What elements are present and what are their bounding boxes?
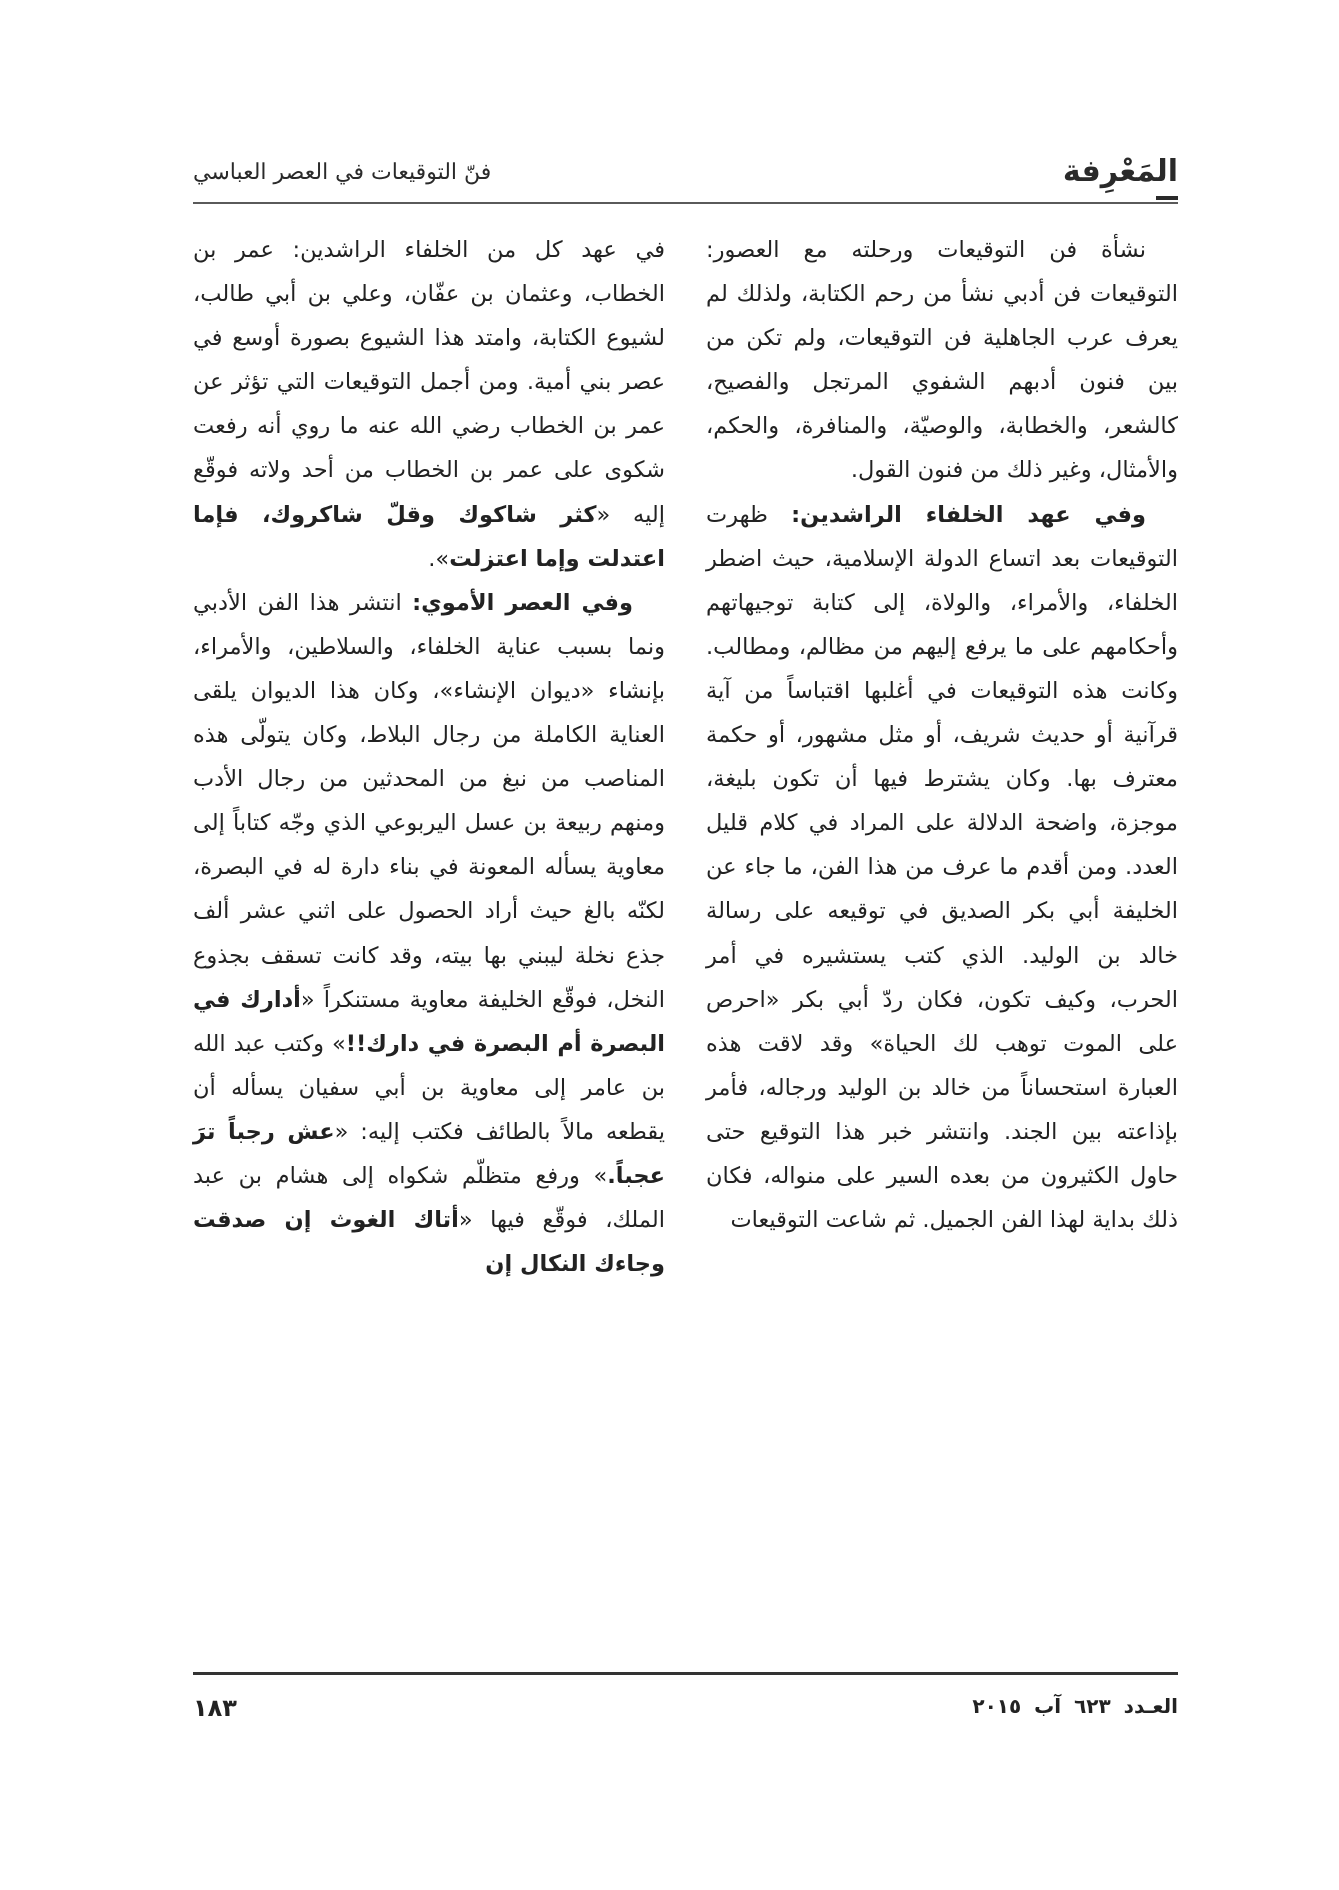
paragraph-text: ». [428,545,450,572]
magazine-logo: المَعْرِفة [1062,154,1178,189]
header-divider [193,202,1178,204]
left-column [193,228,665,1286]
right-column [706,228,1178,1242]
page-number: ١٨٣ [193,1694,237,1722]
quoted-tawqi: كثر شاكوك وقلّ شاكروك، فإما اعتدلت وإما اعتزلت [193,501,665,572]
footer-divider [193,1672,1178,1675]
issue-info: العـدد ٦٢٣ آب ٢٠١٥ [972,1694,1178,1718]
section-heading-umayyad: وفي العصر الأموي: [412,589,633,616]
paragraph-text: ظهرت التوقيعات بعد اتساع الدولة الإسلامية، حيث اضطر الخلفاء، والأمراء، والولاة، إلى كتابة توجيهاتهم وأحكامهم على ما يرفع إليهم من مظالم، ومطالب. وكانت هذه التوقيعات في أغلبها اقتباساً من آية قرآنية أو حديث شريف، أو مثل مشهور، أو حكمة معترف بها. وكان يشترط فيها أن تكون بليغة، موجزة، واضحة الدلالة على المراد في كلام قليل العدد. ومن أقدم ما عرف من هذا الفن، ما جاء عن الخليفة أبي بكر الصديق في توقيعه على رسالة خالد بن الوليد. الذي كتب يستشيره في أمر الحرب، وكيف تكون، فكان ردّ أبي بكر «احرص على الموت توهب لك الحياة» وقد لاقت هذه العبارة استحساناً من خالد بن الوليد ورجاله، فأمر بإذاعته بين الجند. وانتشر خبر هذا التوقيع حتى حاول الكثيرون من بعده السير على منواله، فكان ذلك بداية لهذا الفن الجميل. ثم شاعت التوقيعات [706,501,1178,1234]
paragraph-text: انتشر هذا الفن الأدبي ونما بسبب عناية الخلفاء، والسلاطين، والأمراء، بإنشاء «ديوان الإنشاء»، وكان هذا الديوان يلقى العناية الكاملة من رجال البلاط، وكان يتولّى هذه المناصب من نبغ من المحدثين من رجال الأدب ومنهم ربيعة بن عسل اليربوعي الذي وجّه كتاباً إلى معاوية يسأله المعونة في بناء دارة له في البصرة، لكنّه بالغ حيث أراد الحصول على اثني عشر ألف جذع نخلة ليبني بها بيته، وقد كانت تسقف بجذوع النخل، فوقّع الخليفة معاوية مستنكراً « [193,589,665,1013]
quoted-tawqi: أدارك في البصرة أم البصرة في دارك!! [193,986,665,1057]
page-header [193,150,1178,200]
paragraph-text: » ورفع متظلّم شكواه إلى هشام بن عبد الملك، فوقّع فيها « [193,1162,665,1234]
section-heading-rashidun: وفي عهد الخلفاء الراشدين: [791,501,1146,528]
paragraph-rashidun [706,493,1178,1243]
paragraph-umayyad [193,581,665,1287]
paragraph-text: » وكتب عبد الله بن عامر إلى معاوية بن أبي سفيان يسأله أن يقطعه مالاً بالطائف فكتب إليه: « [193,1030,665,1145]
quoted-tawqi: أتاك الغوث إن صدقت وجاءك النكال إن [193,1207,665,1278]
running-title: فنّ التوقيعات في العصر العباسي [193,160,492,185]
paragraph-origins [706,228,1178,493]
logo-underline [1156,196,1178,200]
paragraph-text: التوقيعات فن أدبي نشأ من رحم الكتابة، ولذلك لم يعرف عرب الجاهلية فن التوقيعات، ولم تكن من بين فنون أدبهم الشفوي المرتجل والفصيح، كالشعر، والخطابة، والوصيّة، والمنافرة، والحكم، والأمثال، وغير ذلك من فنون القول. [706,281,1178,484]
paragraph-text: في عهد كل من الخلفاء الراشدين: عمر بن الخطاب، وعثمان بن عفّان، وعلي بن أبي طالب، لشيوع الكتابة، وامتد هذا الشيوع بصورة أوسع في عصر بني أمية. ومن أجمل التوقيعات التي تؤثر عن عمر بن الخطاب رضي الله عنه ما روي أنه رفعت شكوى على عمر بن الخطاب من أحد ولاته فوقّع إليه « [193,237,665,528]
paragraph-continued [193,228,665,581]
quoted-tawqi: عش رجباً ترَ عجباً. [193,1118,665,1189]
section-heading-origins: نشأة فن التوقيعات ورحلته مع العصور: [706,237,1146,263]
